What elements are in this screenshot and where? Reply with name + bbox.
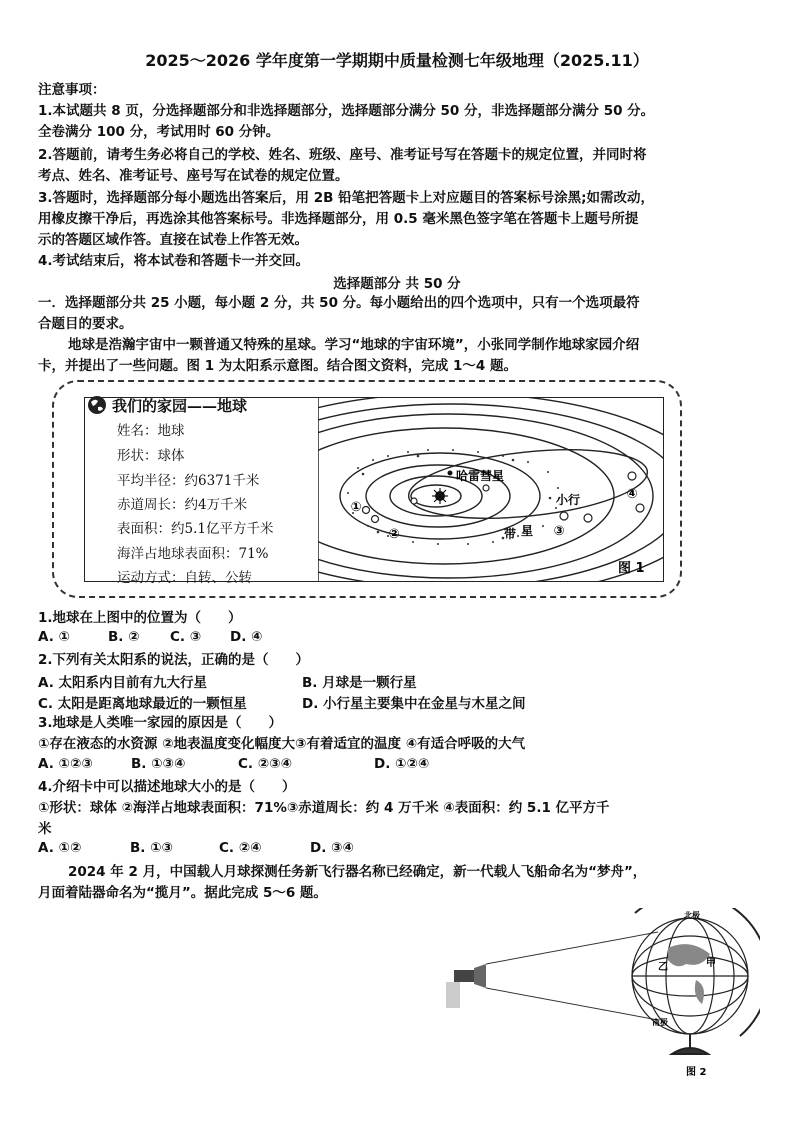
marker-1: ① [350,500,362,515]
north-label: 北极 [684,911,700,920]
option: B. ①③ [130,840,173,856]
card-heading: 我们的家园——地球 [112,397,248,415]
passage-text: 卡，并提出了一些问题。图 1 为太阳系示意图。结合图文资料，完成 1～4 题。 [38,358,517,374]
globe-icon [86,394,108,416]
option: A. ① [38,629,70,645]
option: B. ② [108,629,140,645]
card-field: 海洋占地球表面积：71% [117,546,269,562]
notice-line: 1.本试题共 8 页，分选择题部分和非选择题部分，选择题部分满分 50 分，非选择题部分满分 50 分。 [38,103,655,119]
option: C. 太阳是距离地球最近的一颗恒星 [38,696,247,712]
option: A. ①② [38,840,82,856]
notice-line: 用橡皮擦干净后，再选涂其他答案标号。非选择题部分，用 0.5 毫米黑色签字笔在答题卡上题号所提 [38,211,639,227]
belt-label: 带 [504,527,517,541]
passage-text: 月面着陆器命名为“揽月”。据此完成 5～6 题。 [38,885,327,901]
card-field: 平均半径：约6371千米 [117,473,260,489]
notice-heading: 注意事项： [38,82,106,98]
figure-caption: 图 1 [618,561,645,576]
mark-yi: 乙 [658,962,668,973]
question-stem: 1.地球在上图中的位置为（ ） [38,610,242,626]
option: D. ③④ [310,840,354,856]
option: B. 月球是一颗行星 [302,675,417,691]
card-field: 运动方式：自转、公转 [117,570,252,586]
solar-system-diagram [318,398,664,582]
notice-line: 全卷满分 100 分，考试用时 60 分钟。 [38,124,280,140]
notice-line: 考点、姓名、准考证号、座号写在试卷的规定位置。 [38,168,349,184]
option: C. ②③④ [238,756,293,772]
passage-text: 2024 年 2 月，中国载人月球探测任务新飞行器名称已经确定，新一代载人飞船命名为“梦舟”， [68,864,647,880]
notice-line: 示的答题区域作答。直接在试卷上作答无效。 [38,232,308,248]
question-text: ①存在液态的水资源 ②地表温度变化幅度大③有着适宜的温度 ④有适合呼吸的大气 [38,736,526,752]
option: C. ②④ [219,840,262,856]
marker-3: ③ [553,524,565,539]
option: B. ①③④ [131,756,186,772]
passage-text: 地球是浩瀚宇宙中一颗普通又特殊的星球。学习“地球的宇宙环境”，小张同学制作地球家园介绍 [68,337,640,353]
notice-line: 4.考试结束后，将本试卷和答题卡一并交回。 [38,253,310,269]
belt-label: 小行 [556,493,581,507]
halley-comet-icon [448,471,453,476]
mark-jia: 甲 [706,958,716,969]
figure-caption: 图 2 [686,1067,707,1078]
comet-label: 哈雷彗星 [456,469,505,483]
sun-icon [432,488,448,504]
exam-title: 2025～2026 学年度第一学期期中质量检测七年级地理（2025.11） [145,51,649,70]
card-field: 表面积：约5.1亿平方千米 [117,521,274,537]
notice-line: 3.答题时，选择题部分每小题选出答案后，用 2B 铅笔把答题卡上对应题目的答案标号涂黑;如需改动， [38,190,655,206]
figure-2-globe [440,908,760,1080]
option: C. ③ [170,629,202,645]
question-stem: 3.地球是人类唯一家园的原因是（ ） [38,715,283,731]
option: D. 小行星主要集中在金星与木星之间 [302,696,526,712]
section-intro: 一．选择题部分共 25 小题，每小题 2 分，共 50 分。每小题给出的四个选项中，只有一个选项最符 [38,295,640,311]
option: A. ①②③ [38,756,93,772]
question-text: 米 [38,821,52,837]
south-label: 南极 [652,1018,668,1027]
option: D. ①②④ [374,756,430,772]
question-text: ①形状：球体 ②海洋占地球表面积：71%③赤道周长：约 4 万千米 ④表面积：约 5.1 亿平方千 [38,800,610,816]
question-stem: 2.下列有关太阳系的说法，正确的是（ ） [38,652,310,668]
section-intro: 合题目的要求。 [38,316,133,332]
card-field: 形状：球体 [117,448,185,464]
option: A. 太阳系内目前有九大行星 [38,675,208,691]
card-field: 赤道周长：约4万千米 [117,497,248,513]
option: D. ④ [230,629,263,645]
marker-4: ④ [626,487,638,502]
section-heading: 选择题部分 共 50 分 [333,276,461,292]
notice-line: 2.答题前，请考生务必将自己的学校、姓名、班级、座号、准考证号写在答题卡的规定位置，并同时将 [38,147,647,163]
question-stem: 4.介绍卡中可以描述地球大小的是（ ） [38,779,296,795]
marker-2: ② [388,527,400,542]
belt-label: 星 [521,524,534,538]
card-field: 姓名：地球 [117,423,185,439]
